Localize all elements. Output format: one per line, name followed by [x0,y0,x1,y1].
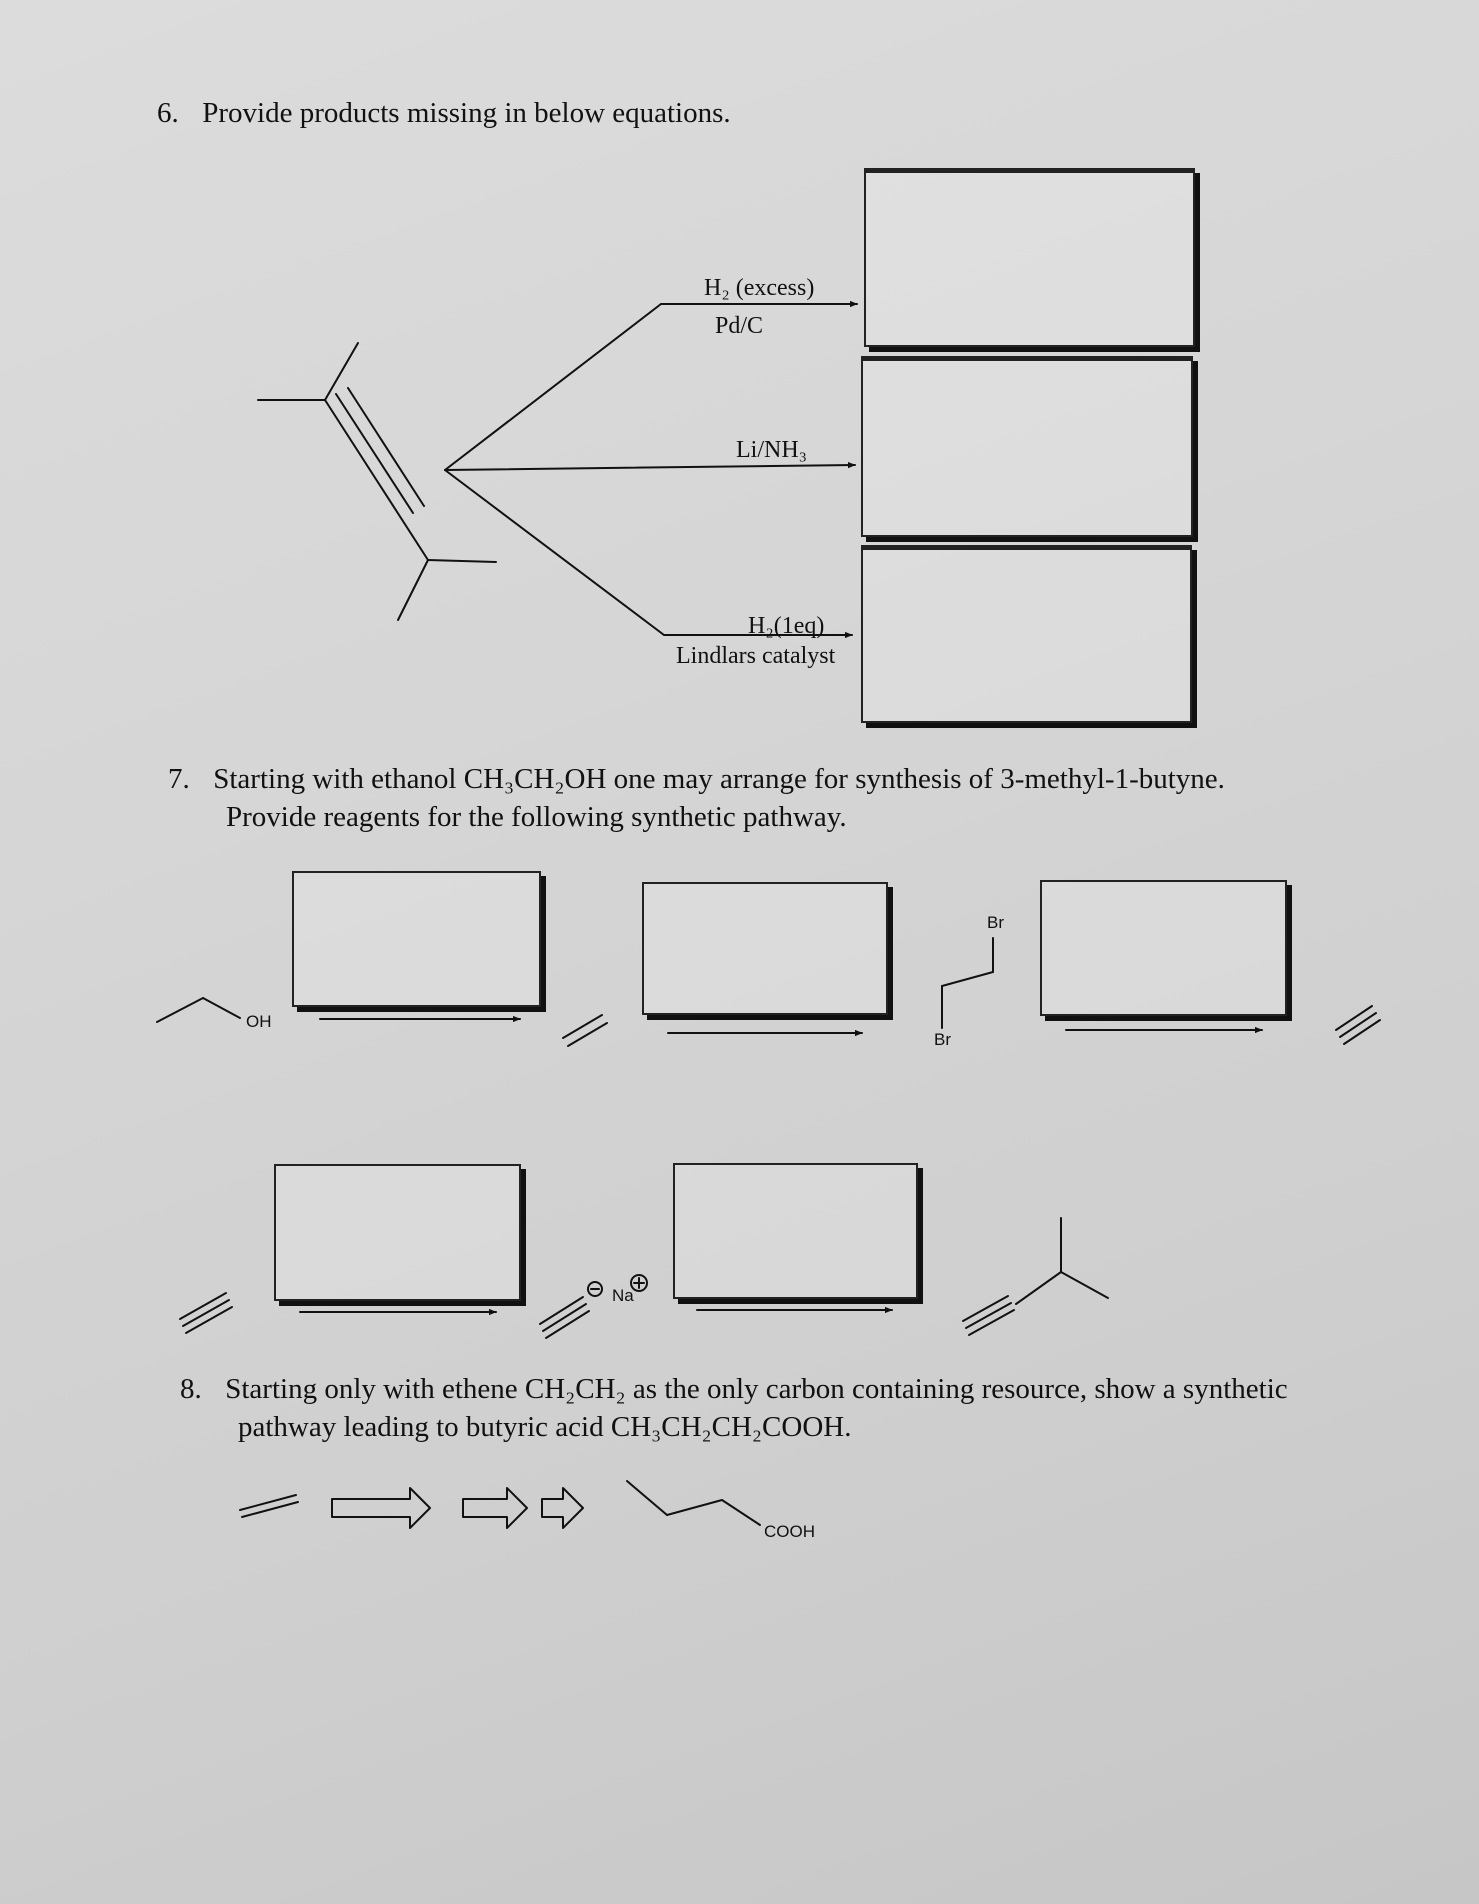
q6-reaction-arrows [445,304,857,635]
dibromide-br-bottom-label: Br [934,1030,951,1049]
q6-reagent-li-nh3: Li/NH₃ [736,437,808,463]
question-8-number: 8. [180,1373,202,1405]
q8-open-arrow-1 [332,1488,430,1528]
dibromoethane-structure [942,938,993,1028]
sodium-label: Na [612,1286,634,1305]
question-6-text: Provide products missing in below equations. [202,97,731,129]
q6-reagent-h2-excess: H₂ (excess) [704,275,815,301]
ethanol-oh-label: OH [246,1012,272,1031]
question-8-line-2: pathway leading to butyric acid CH₃CH₂CH₂COOH. [238,1411,852,1443]
q8-ethene-structure [240,1495,298,1517]
acetylene-structure-1 [1336,1006,1380,1044]
sodium-acetylide-structure [540,1275,647,1338]
ethene-structure [563,1015,607,1046]
question-7-line-1: Starting with ethanol CH₃CH₂OH one may arrange for synthesis of 3-methyl-1-butyne. [213,763,1225,795]
ethanol-structure [157,998,240,1022]
q6-reagent-h2-1eq: H₂(1eq) [748,613,825,639]
q6-reagent-lindlar: Lindlars catalyst [676,643,836,669]
q8-open-arrow-3 [542,1488,583,1528]
acetylene-structure-2 [180,1293,232,1333]
butyric-acid-structure [627,1481,760,1525]
question-8-line-1: Starting only with ethene CH₂CH₂ as the only carbon containing resource, show a synthetic [225,1373,1288,1405]
cooh-label: COOH [764,1522,815,1541]
question-7-line-2: Provide reagents for the following synthetic pathway. [226,801,847,833]
question-6-number: 6. [157,97,179,129]
methylbutyne-structure [963,1218,1108,1335]
q6-reagent-pd-c: Pd/C [715,313,764,339]
question-7-number: 7. [168,763,190,795]
dibromide-br-top-label: Br [987,913,1004,932]
q8-open-arrow-2 [463,1488,527,1528]
